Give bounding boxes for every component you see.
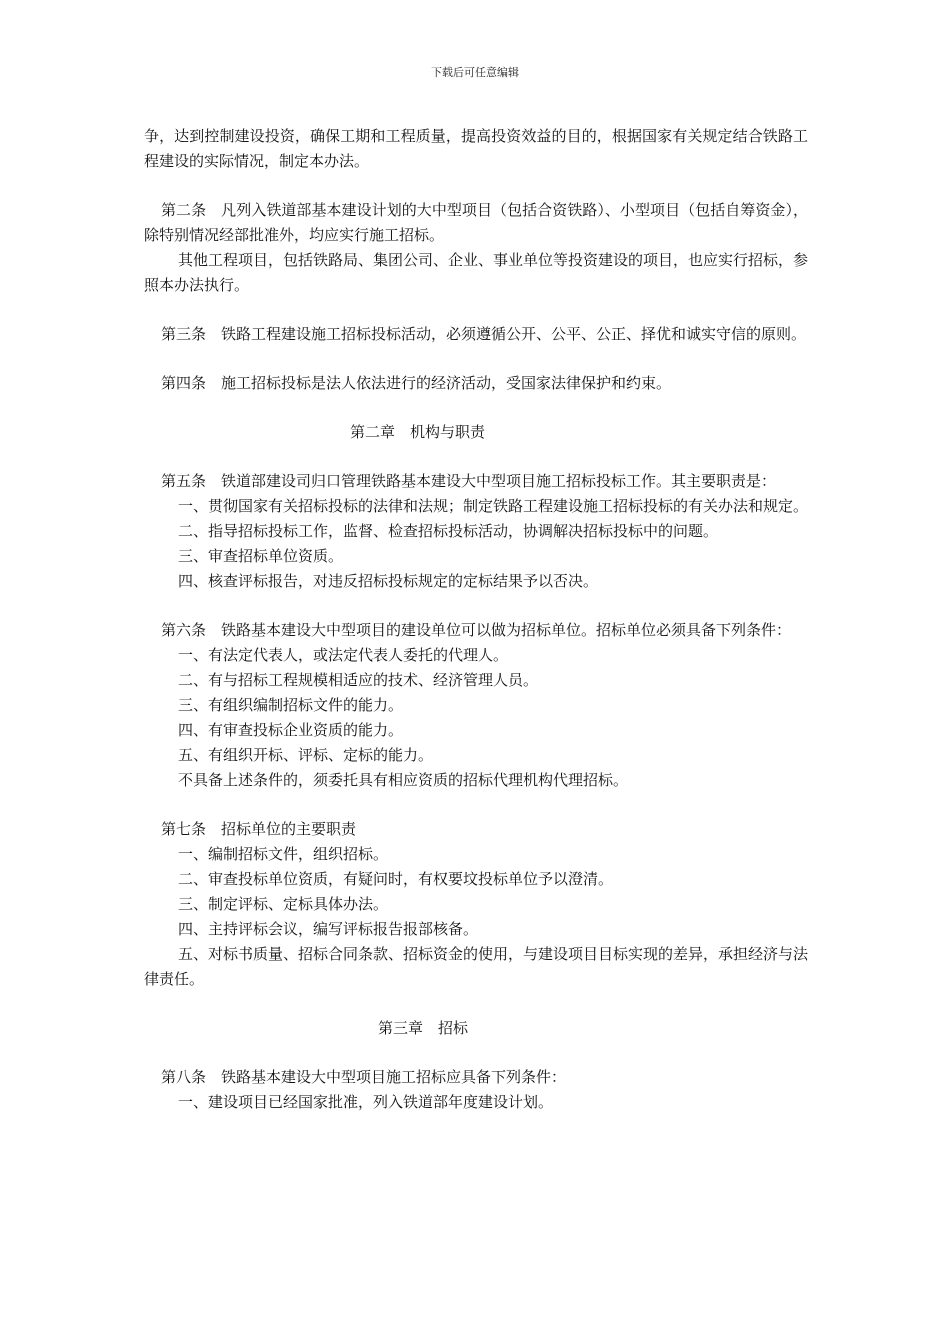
article-7: 第七条 招标单位的主要职责 — [161, 820, 357, 838]
article-7-item-3: 三、制定评标、定标具体办法。 — [178, 895, 389, 913]
chapter-2-heading: 第二章 机构与职责 — [350, 423, 486, 441]
article-5-item-3: 三、审查招标单位资质。 — [178, 547, 344, 565]
article-6-item-5: 五、有组织开标、评标、定标的能力。 — [178, 746, 434, 764]
paragraph-continuation: 争，达到控制建设投资，确保工期和工程质量，提高投资效益的目的，根据国家有关规定结合铁路工程建设的实际情况，制定本办法。 — [144, 127, 808, 170]
article-2-para: 其他工程项目，包括铁路局、集团公司、企业、事业单位等投资建设的项目，也应实行招标，参照本办法执行。 — [144, 251, 809, 294]
article-6-item-1: 一、有法定代表人，或法定代表人委托的代理人。 — [178, 646, 509, 664]
document-body — [144, 124, 808, 1115]
article-8-item-1: 一、建设项目已经国家批准，列入铁道部年度建设计划。 — [178, 1093, 554, 1111]
article-7-item-5: 五、对标书质量、招标合同条款、招标资金的使用，与建设项目目标实现的差异，承担经济与法律责任。 — [144, 945, 809, 988]
article-6-item-2: 二、有与招标工程规模相适应的技术、经济管理人员。 — [178, 671, 539, 689]
article-6-item-3: 三、有组织编制招标文件的能力。 — [178, 696, 404, 714]
article-7-item-4: 四、主持评标会议，编写评标报告报部核备。 — [178, 920, 479, 938]
chapter-3-heading: 第三章 招标 — [378, 1019, 469, 1037]
article-5: 第五条 铁道部建设司归口管理铁路基本建设大中型项目施工招标投标工作。其主要职责是： — [161, 472, 777, 490]
article-5-item-4: 四、核查评标报告，对违反招标投标规定的定标结果予以否决。 — [178, 572, 599, 590]
article-8: 第八条 铁路基本建设大中型项目施工招标应具备下列条件： — [161, 1068, 567, 1086]
article-3: 第三条 铁路工程建设施工招标投标活动，必须遵循公开、公平、公正、择优和诚实守信的原则。 — [161, 325, 807, 343]
article-7-item-1: 一、编制招标文件，组织招标。 — [178, 845, 389, 863]
article-5-item-2: 二、指导招标投标工作，监督、检查招标投标活动，协调解决招标投标中的问题。 — [178, 522, 719, 540]
article-2: 第二条 凡列入铁道部基本建设计划的大中型项目（包括合资铁路）、小型项目（包括自筹资金），除特别情况经部批准外，均应实行施工招标。 — [144, 201, 808, 244]
page-header: 下载后可任意编辑 — [431, 66, 519, 79]
article-5-item-1: 一、贯彻国家有关招标投标的法律和法规；制定铁路工程建设施工招标投标的有关办法和规定。 — [178, 497, 809, 515]
article-6: 第六条 铁路基本建设大中型项目的建设单位可以做为招标单位。招标单位必须具备下列条件： — [161, 621, 792, 639]
article-7-item-2: 二、审查投标单位资质，有疑问时，有权要坟投标单位予以澄清。 — [178, 870, 614, 888]
article-6-note: 不具备上述条件的，须委托具有相应资质的招标代理机构代理招标。 — [178, 771, 629, 789]
article-6-item-4: 四、有审查投标企业资质的能力。 — [178, 721, 404, 739]
article-4: 第四条 施工招标投标是法人依法进行的经济活动，受国家法律保护和约束。 — [161, 374, 672, 392]
